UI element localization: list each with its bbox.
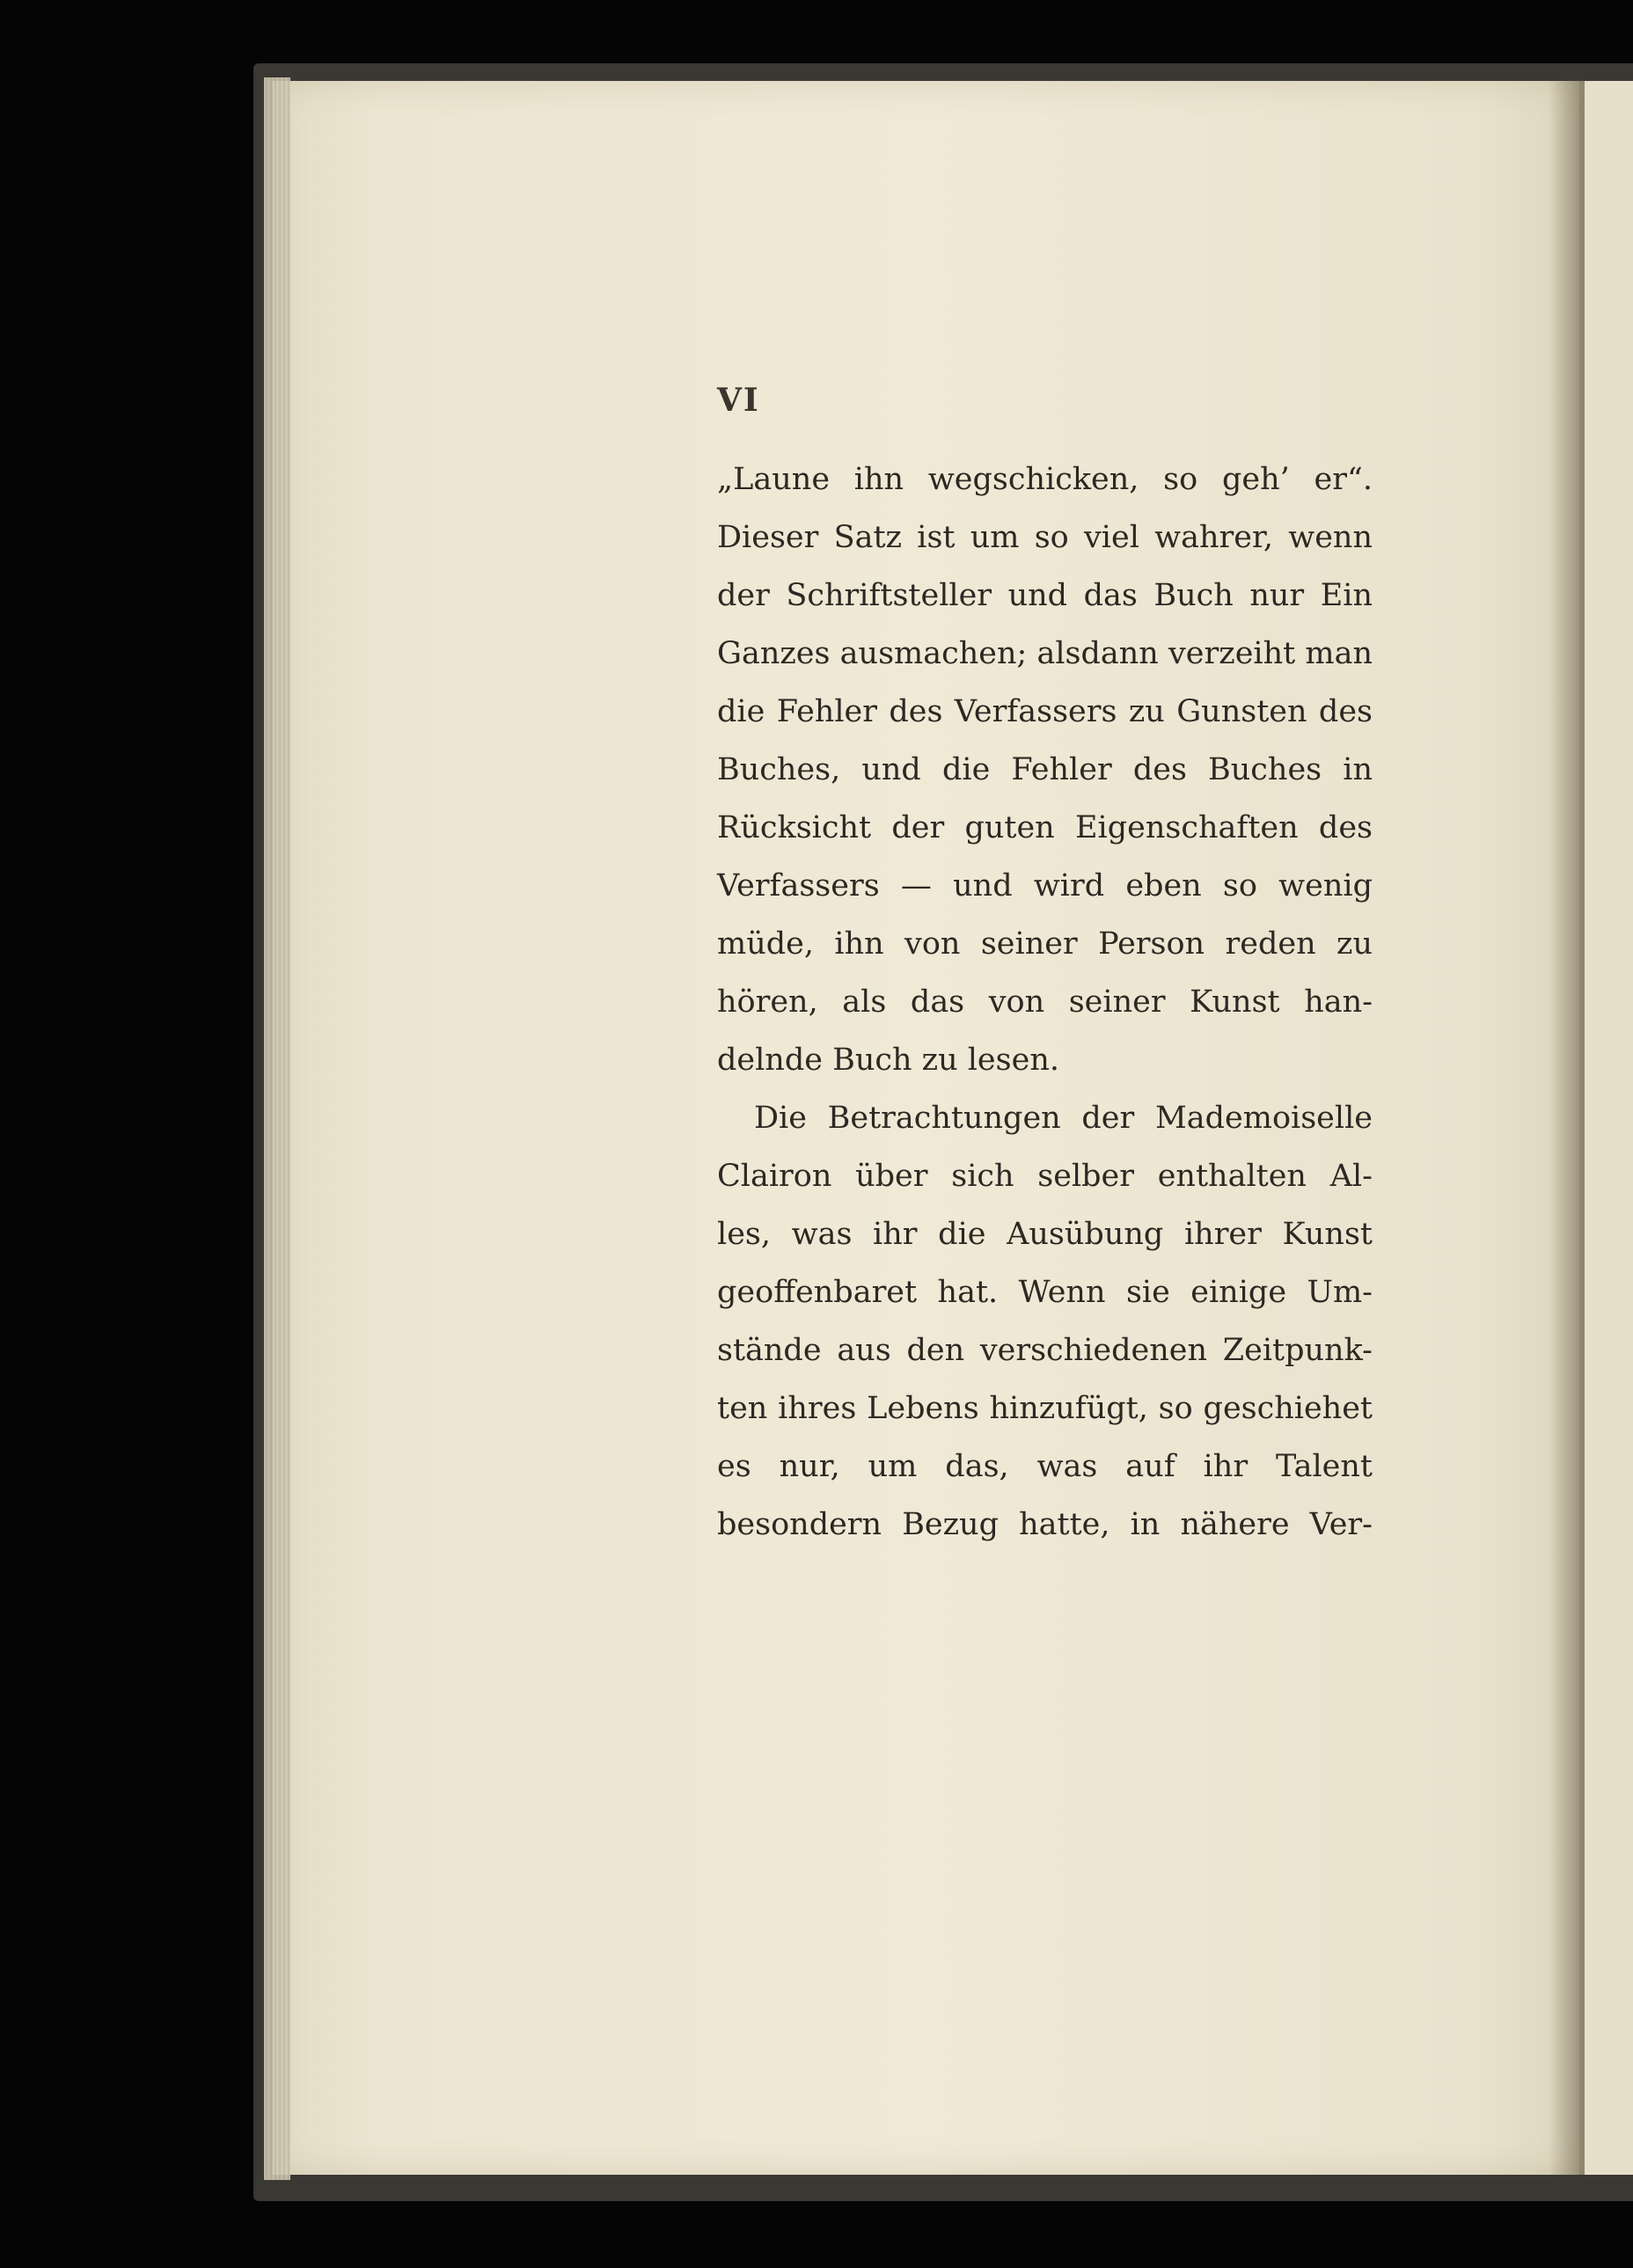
text-line: Buches, und die Fehler des Buches in [717,752,1373,787]
text-line: Clairon über sich selber enthalten Al- [717,1159,1373,1194]
text-line: es nur, um das, was auf ihr Talent [717,1449,1373,1484]
text-line: besondern Bezug hatte, in nähere Ver- [717,1507,1373,1542]
text-line: die Fehler des Verfassers zu Gunsten des [717,694,1373,729]
page-edges [264,77,290,2180]
text-line: Dieser Satz ist um so viel wahrer, wenn [717,520,1373,555]
text-line: les, was ihr die Ausübung ihrer Kunst [717,1217,1373,1252]
text-line: Die Betrachtungen der Mademoiselle [754,1101,1373,1136]
text-line: ten ihres Lebens hinzufügt, so geschiehet [717,1391,1373,1426]
text-line: „Laune ihn wegschicken, so geh’ er“. [717,462,1373,497]
text-line: müde, ihn von seiner Person reden zu [717,926,1373,962]
body-text [717,450,1373,1554]
facing-page [1579,81,1633,2175]
text-line: stände aus den verschiedenen Zeitpunk- [717,1333,1373,1368]
text-line: Verfassers — und wird eben so wenig [717,868,1373,904]
text-line: der Schriftsteller und das Buch nur Ein [717,578,1373,613]
gutter-shadow [1549,81,1579,2175]
text-line: Ganzes ausmachen; alsdann verzeiht man [717,636,1373,671]
page-number: VI [717,382,760,419]
text-line: hören, als das von seiner Kunst han- [717,984,1373,1020]
text-line: Rücksicht der guten Eigenschaften des [717,810,1373,845]
facing-page-edge [1579,81,1585,2175]
text-line: geoffenbaret hat. Wenn sie einige Um- [717,1275,1373,1310]
text-line: delnde Buch zu lesen. [717,1043,1059,1078]
